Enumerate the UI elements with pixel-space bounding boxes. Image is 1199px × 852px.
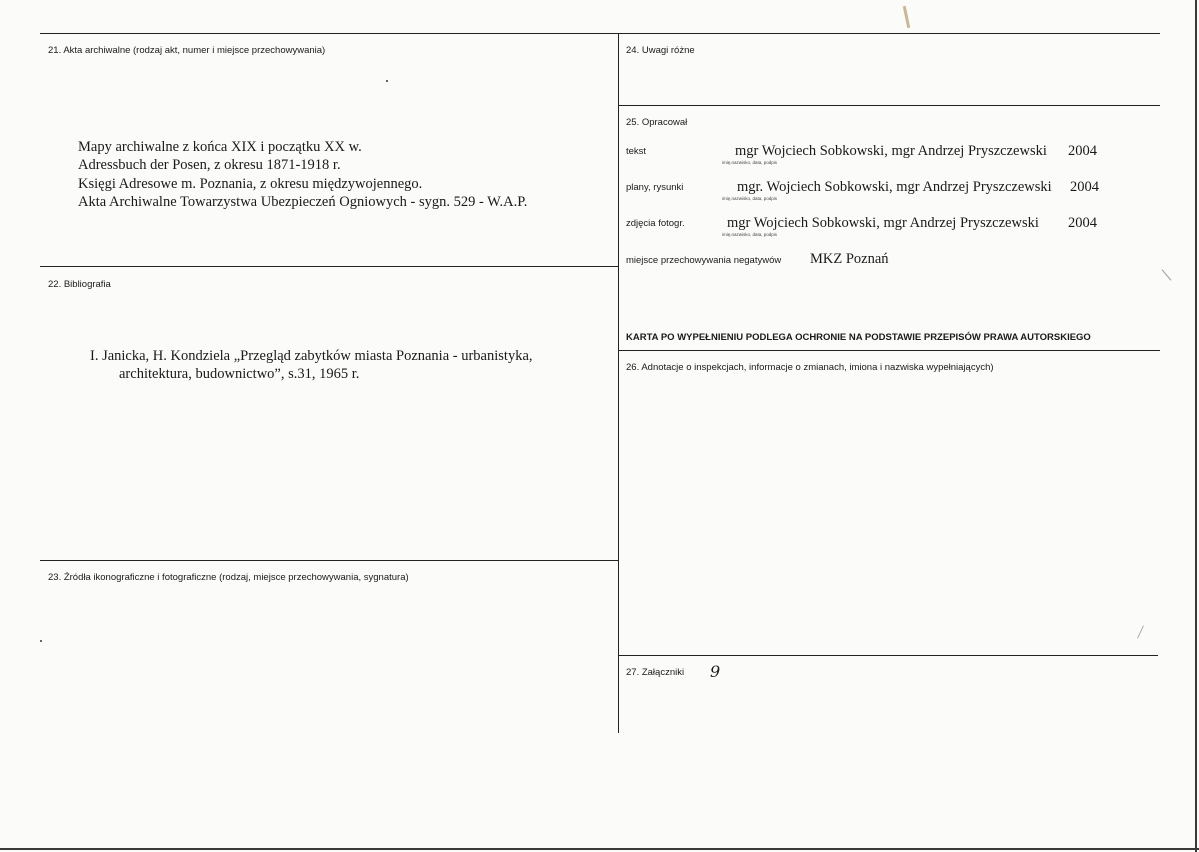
section-25-label: 25. Opracował (626, 117, 688, 128)
section-23-label: 23. Źródła ikonograficzne i fotograficzne (rodzaj, miejsce przechowywania, sygnatura) (48, 572, 409, 583)
author-row-drawings-hint: imię,nazwisko, data, podpis (722, 196, 778, 201)
author-row-drawings-label: plany, rysunki (626, 182, 684, 193)
author-row-text-year: 2004 (1068, 143, 1097, 159)
divider-25-26 (618, 350, 1160, 351)
author-row-text-value: mgr Wojciech Sobkowski, mgr Andrzej Pryszczewski (735, 143, 1047, 159)
archive-line-2: Adressbuch der Posen, z okresu 1871-1918 r. (78, 157, 341, 173)
author-row-text-label: tekst (626, 146, 647, 157)
copyright-notice: KARTA PO WYPEŁNIENIU PODLEGA OCHRONIE NA PODSTAWIE PRZEPISÓW PRAWA AUTORSKIEGO (626, 332, 1091, 343)
scan-speck (1162, 269, 1172, 280)
scan-mark (903, 6, 911, 28)
scan-speck (40, 640, 42, 642)
scan-speck (1137, 625, 1144, 638)
archive-line-1: Mapy archiwalne z końca XIX i początku XX w. (78, 139, 362, 155)
author-row-text-hint: imię,nazwisko, data, podpis (722, 160, 778, 165)
archive-line-3: Księgi Adresowe m. Poznania, z okresu międzywojennego. (78, 176, 423, 192)
scan-speck (386, 80, 388, 82)
author-row-photos-year: 2004 (1068, 215, 1097, 231)
divider-22-23 (40, 560, 618, 561)
section-21-label: 21. Akta archiwalne (rodzaj akt, numer i miejsce przechowywania) (48, 45, 326, 56)
negatives-location-value: MKZ Poznań (810, 251, 889, 267)
scan-edge-bottom (0, 848, 1199, 850)
author-row-drawings-value: mgr. Wojciech Sobkowski, mgr Andrzej Pryszczewski (737, 179, 1052, 195)
negatives-location-label: miejsce przechowywania negatywów (626, 255, 782, 266)
divider-26-27 (618, 655, 1158, 656)
section-24-label: 24. Uwagi różne (626, 45, 695, 56)
archive-line-4: Akta Archiwalne Towarzystwa Ubezpieczeń Ogniowych - sygn. 529 - W.A.P. (78, 194, 528, 210)
section-22-label: 22. Bibliografia (48, 279, 111, 290)
bibliography-line-1: I. Janicka, H. Kondziela „Przegląd zabytków miasta Poznania - urbanistyka, (90, 348, 533, 364)
section-27-label: 27. Załączniki (626, 667, 685, 678)
author-row-drawings-year: 2004 (1070, 179, 1099, 195)
bibliography-line-2: architektura, budownictwo”, s.31, 1965 r. (119, 366, 360, 382)
attachments-count: 9 (710, 662, 721, 681)
author-row-photos-label: zdjęcia fotogr. (626, 218, 685, 229)
divider-21-22 (40, 266, 618, 267)
section-26-label: 26. Adnotacje o inspekcjach, informacje o zmianach, imiona i nazwiska wypełniających) (626, 362, 994, 373)
column-divider (618, 33, 619, 733)
author-row-photos-hint: imię,nazwisko, data, podpis (722, 232, 778, 237)
divider-24-25 (618, 105, 1160, 106)
author-row-photos-value: mgr Wojciech Sobkowski, mgr Andrzej Pryszczewski (727, 215, 1039, 231)
scan-edge-right (1195, 0, 1197, 852)
top-border (40, 33, 1160, 34)
